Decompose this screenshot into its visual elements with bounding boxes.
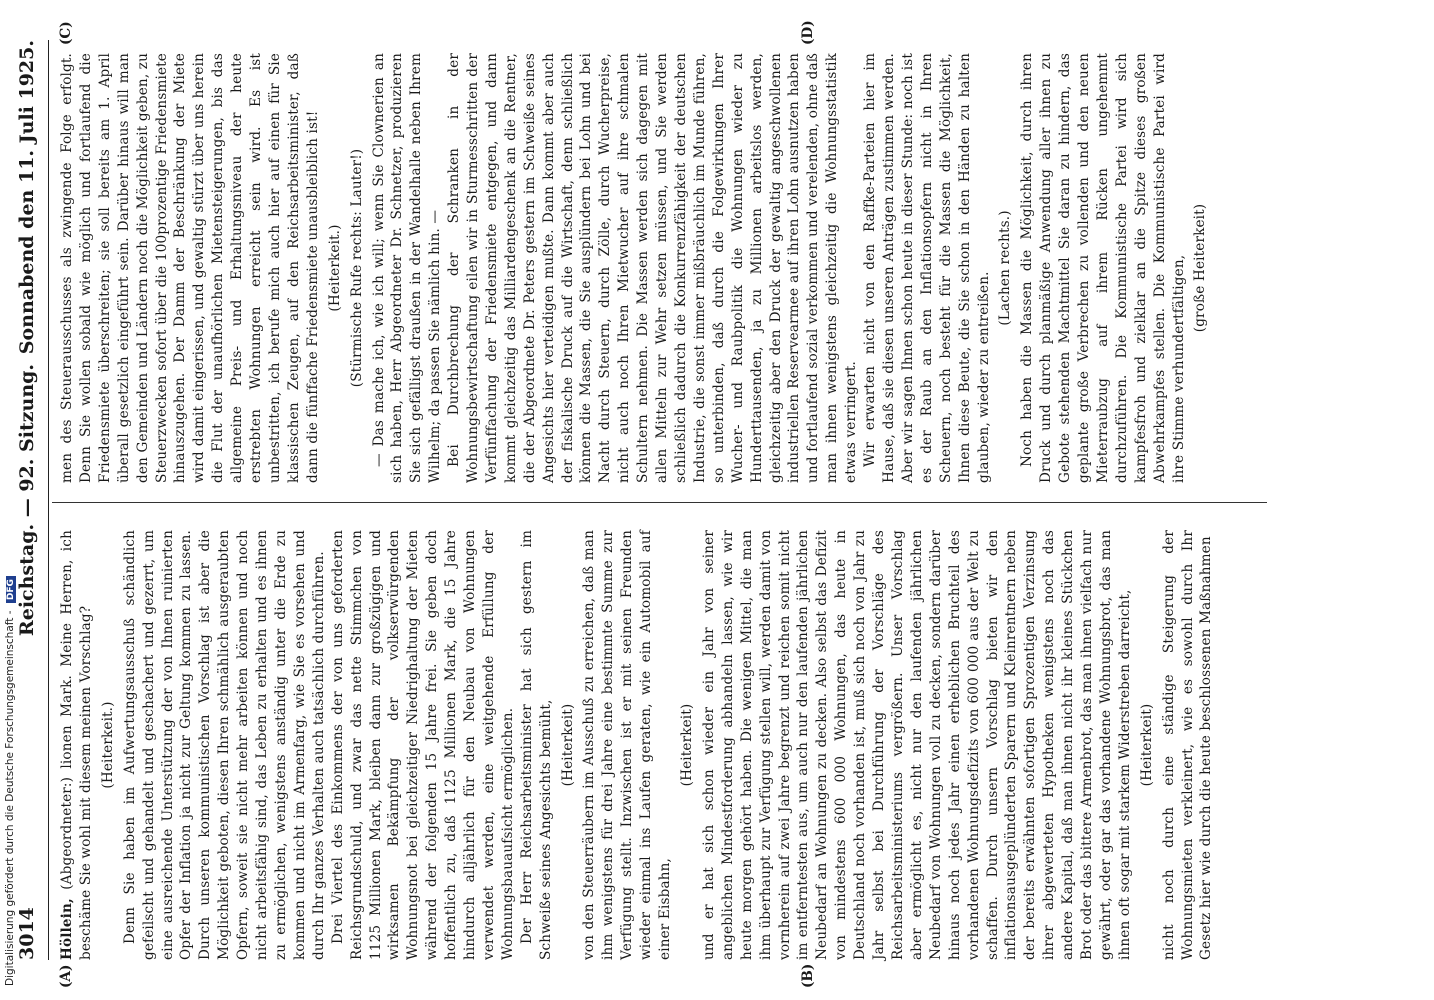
paragraph: Noch haben die Massen die Möglichkeit, durch ihren Druck und durch planmäßige Anwendung aller ihnen zu Gebote stehenden Machtmittel Sie daran zu hindern, das geplante große Verbrechen zu vollenden und den neuen Mieterraubzug auf ihrem Rücken ungehemmt durchzuführen. Die Kommunistische Partei wird sich kampfesfroh und zielklar an die Spitze dieses großen Abwehrkampfes stellen. Die Kommunistische Partei wird ihre Stimme verhundertfältigen, — [1019, 53, 1187, 483]
paragraph: Drei Viertel des Einkommens der von uns geforderten Reichsgrundschuld, und zwar das nette Stimmchen von 1125 Millionen Mark, bleiben dann zur großzügigen und wirksamen Bekämpfung der volkserwürgenden Wohnungsnot bei gleichzeitiger Niedrighaltung der Mieten während der folgenden 15 Jahre frei. Sie geben doch hoffentlich zu, daß 1125 Millionen Mark, die 15 Jahre hindurch alljährlich für den Neubau von Wohnungen verwendet werden, eine weitgehende Erfüllung der Wohnungsbauaufsicht ermöglichen. — [329, 530, 516, 960]
paragraph: von den Steuerräubern im Ausschuß zu erreichen, daß man ihm wenigstens für drei Jahre eine bestimmte Summe zur Verfügung stellt. Inzwischen ist er mit seinen Freunden wieder einmal ins Laufen geraten, wie ein Automobil auf einer Eisbahn, — [581, 530, 674, 960]
stage-direction: (Heiterkeit.) — [99, 701, 116, 789]
stage-direction: (Heiterkeit.) — [326, 224, 343, 312]
credit-text: Digitalisierung gefördert durch die Deutsche Forschungsgemeinschaft - — [4, 610, 16, 986]
paragraph: Wir erwarten nicht von den Raffke-Parteien hier im Hause, daß sie diesen unseren Anträgen zustimmen werden. Aber wir sagen Ihnen schon heute in dieser Stunde: noch ist es der Raub an den Inflationsopfern nicht in Ihren Scheuern, noch besteht für die Massen die Möglichkeit, Ihnen diese Beute, die Sie schon in den Händen zu halten glauben, wieder zu entreißen. — [862, 53, 992, 483]
paragraph: men des Steuerausschusses als zwingende Folge erfolgt. Denn Sie wollen sobald wie möglich und fortlaufend die Friedensmiete überschreiten; sie soll bereits am 1. April überall gesetzlich eingeführt sein. Darüber hinaus will man den Gemeinden und Ländern noch die Möglichkeit geben, zu Steuerzwecken sofort über die 100prozentige Friedensmiete hinauszugehen. Der Damm der Beschränkung der Miete wird damit eingerissen, und gewaltig stürzt über uns herein die Flut der unaufhörlichen Mietensteigerungen, bis das allgemeine Preis- und Erhaltungsniveau der heute erstrebten Wohnungen erreicht sein wird. Es ist unbestritten, ich berufe mich auch hier auf einen für Sie klassischen Zeugen, auf den Reichsarbeitsminister, daß dann die fünffache Friedensmiete unausbleiblich ist! — [59, 53, 321, 483]
paragraph: Bei Durchbrechung der Schranken in der Wohnungsbewirtschaftung eilen wir in Sturmesschritten der Verfünffachung der Friedensmiete entgegen, und dann kommt gleichzeitig das Milliardengeschenk an die Rentner, die der Abgeordnete Dr. Peters gestern im Schweiße seines Angesichts hier verteidigen mußte. Dann kommt aber auch der fiskalische Druck auf die Wirtschaft, denn schließlich können die Massen, die Sie ausplündern bei Lohn und bei Nacht durch Steuern, durch Zölle, durch Wucherpreise, nicht auch noch Ihren Mietwucher auf ihre schmalen Schultern nehmen. Die Massen werden sich dagegen mit allen Mitteln zur Wehr setzen müssen, und Sie werden schließlich dadurch die Konkurrenzfähigkeit der deutschen Industrie, die sonst immer mißbräuchlich im Munde führen, so unterbinden, daß durch die Folgewirkungen Ihrer Wucher- und Raubpolitik die Wohnungen wieder zu Hunderttausenden, ja zu Millionen arbeitslos werden, gleichzeitig aber den Druck der gewaltig angeschwollenen industriellen Reservearmee auf ihren Lohn ausnutzen haben und fortlaufend sozial verkommen und verelenden, ohne daß man ihnen wenigstens gleichzeitig die Wohnungsstatistik etwas verringert. — [446, 53, 860, 483]
margin-marker-a: (A) — [58, 964, 74, 988]
page-number: 3014 — [16, 907, 38, 960]
stage-direction: (Lachen rechts.) — [997, 210, 1014, 326]
session-date: Sonnabend den 11. Juli 1925. — [16, 40, 38, 355]
speaker-role: Abgeordneter: — [59, 782, 75, 885]
header-rule — [48, 40, 49, 960]
column-divider — [52, 502, 1267, 503]
paragraph: Denn Sie haben im Aufwertungsausschuß schändlich gefeilscht und gehandelt und geschachert und gezerrt, um eine ausreichende Unterstützung der von Ihnen ruinierten Opfer der Inflation ja nicht zur Geltung kommen zu lassen. Durch unseren kommunistischen Vorschlag ist aber die Möglichkeit geboten, diesen Ihren schmählich ausgeraubten Opfern, soweit sie nicht mehr arbeiten können und noch nicht arbeitsfähig sind, das Leben zu erhalten und es ihnen zu ermöglichen, wenigstens anständig unter die Erde zu kommen und nicht im Armenfarg, wie Sie es vorsehen und durch Ihr ganzes Verhalten auch tatsächlich durchführen. — [121, 530, 327, 960]
margin-marker-d: (D) — [800, 20, 816, 45]
paragraph: nicht noch durch eine ständige Steigerung der Wohnungsmieten verkleinert, wie es sowohl durch Ihr Gesetz hier wie durch die heute beschlossenen Maßnahmen — [1160, 530, 1215, 960]
stage-direction: (Heiterkeit) — [559, 703, 576, 787]
paragraph: — Das mache ich, wie ich will; wenn Sie Clownerien an sich haben, Herr Abgeordneter Dr. Schnetzer, produzieren Sie sich gefälligst draußen in der Wandelhalle neben Ihrem Wilhelm; da passen Sie nämlich hin. — — [370, 53, 444, 483]
stage-direction: (Heiterkeit) — [1138, 703, 1155, 787]
speaker-name: Höllein, — [59, 898, 75, 960]
page-header — [16, 40, 56, 960]
dfg-logo-icon: DFG — [6, 576, 16, 603]
stage-direction: (Stürmische Rufe rechts: Lauter!) — [348, 148, 365, 388]
paragraph: und er hat sich schon wieder ein Jahr von seiner angeblichen Mindestforderung abhandeln lassen, wie wir heute morgen gehört haben. Die wenigen Mittel, die man ihm überhaupt zur Verfügung stellen will, werden damit von vornherein auf zwei Jahre begrenzt und reichen somit nicht im entferntesten aus, um auch nur den laufenden jährlichen Neubedarf an Wohnungen zu decken. Also selbst das Defizit von mindestens 600 000 Wohnungen, das heute in Deutschland noch vorhanden ist, muß sich noch von Jahr zu Jahr selbst bei Durchführung der Vorschläge des Reichsarbeitsministeriums vergrößern. Unser Vorschlag aber ermöglicht es, nicht nur den laufenden jährlichen Neubedarf von Wohnungen voll zu decken, sondern darüber hinaus noch jedes Jahr einen erheblichen Bruchteil des vorhandenen Wohnungsdefizits von 600 000 aus der Welt zu schaffen. Durch unsern Vorschlag bieten wir den inflationsausgeplünderten Sparern und Kleinrentnern neben der bereits erwähnten sofortigen Sprozentigen Verzinsung ihrer abgewerteten Hypotheken wenigstens noch das andere Kapital, daß man ihnen nicht ihr kleines Stückchen Brot oder das bittere Armenbrot, das man ihnen vielfach nur gewährt, oder gar das vorhandene Wohnungsbrot, das man ihnen oft sogar mit starkem Widerstreben darreicht, — [700, 530, 1133, 960]
page-title: Reichstag. — 92. Sitzung. — [16, 363, 38, 637]
paragraph: lionen Mark. Meine Herren, ich beschäme Sie wohl mit diesem meinen Vorschlag? — [59, 530, 94, 960]
paragraph: Der Herr Reichsarbeitsminister hat sich gestern im Schweiße seines Angesichts bemüht, — [518, 530, 554, 960]
right-column — [58, 53, 1213, 483]
stage-direction: (große Heiterkeit) — [1192, 203, 1209, 333]
margin-marker-b: (B) — [800, 963, 816, 988]
margin-marker-c: (C) — [58, 21, 74, 45]
stage-direction: (Heiterkeit) — [679, 703, 695, 787]
speaker-line: Höllein, (Abgeordneter:) lionen Mark. Meine Herren, ich beschäme Sie wohl mit diesem meinen Vorschlag? — [59, 530, 94, 960]
left-column — [58, 530, 1216, 960]
